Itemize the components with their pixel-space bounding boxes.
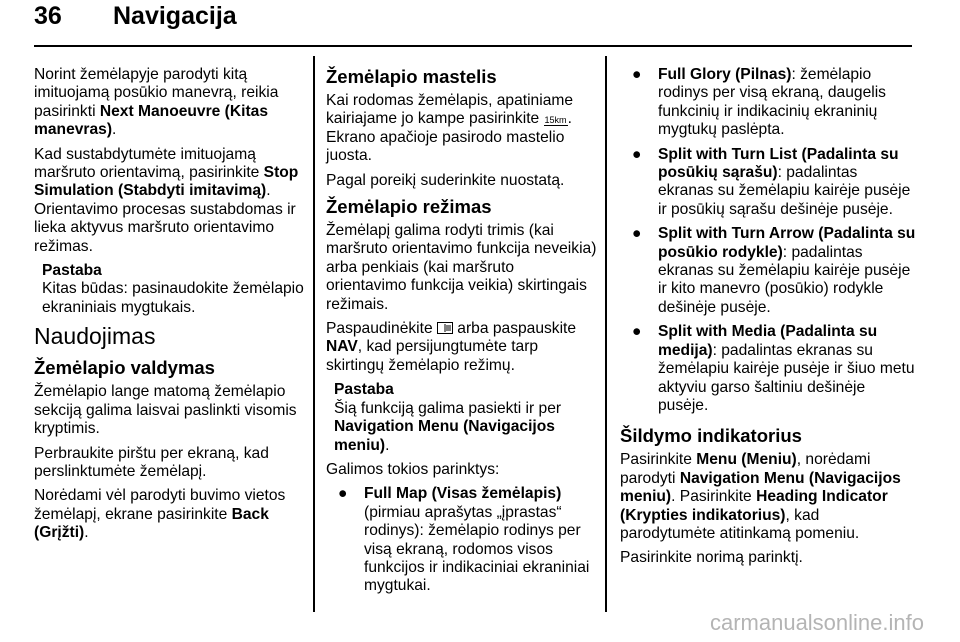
subheading: Žemėlapio režimas [326,196,492,218]
bullet-icon: ● [632,145,642,163]
paragraph [620,451,916,543]
paragraph: Perbraukite pirštu per ekraną, kad perslinktumėte žemėlapį. [34,444,269,480]
note [326,381,598,455]
column-divider-1 [313,56,315,612]
page-title: Navigacija [113,2,237,30]
paragraph: Pagal poreikį suderinkite nuostatą. [326,171,565,189]
list-item [620,146,916,220]
column-1 [34,66,306,549]
watermark: carmanualsonline.info [709,610,924,635]
paragraph: Žemėlapį galima rodyti trimis (kai maršruto orientavimo funkcija neveikia) arba penkiais (kai maršruto orientavimo funkcija veikia) skirtingais režimais. [326,222,597,313]
column-3 [620,66,916,574]
list-item [620,225,916,317]
paragraph: Žemėlapio lange matomą žemėlapio sekciją galima laisvai paslinkti visomis kryptimis. [34,383,297,438]
options-list [326,485,598,595]
column-divider-2 [605,56,607,612]
bullet-icon: ● [632,323,642,341]
section-heading: Naudojimas [34,323,156,350]
menu-option: Navigation Menu (Navigacijos meniu) [334,418,555,454]
options-list [620,66,916,415]
text: Paspaudinėkite [326,320,437,338]
paragraph: Galimos tokios parinktys: [326,460,500,478]
text: . [385,436,390,454]
text: . [84,524,89,542]
option-description: : padalintas ekranas su žemėlapiu kairėje pusėje ir šiuo metu aktyviu garso šaltiniu dešinėje pusėje. [658,341,915,414]
note-title: Pastaba [334,381,394,399]
bullet-icon: ● [632,225,642,243]
option-description: (pirmiau aprašytas „įprastas“ rodinys): žemėlapio rodinys per visą ekraną, rodomos visos funkcijos ir indikaciniai ekraniniai mygtukai. [364,503,590,595]
bullet-icon: ● [632,66,642,83]
paragraph [34,146,306,256]
text: . Pasirinkite [671,488,757,506]
list-item [326,485,598,595]
text: Kai rodomas žemėlapis, apatiniame kairiajame jo kampe pasirinkite [326,92,574,128]
note-title: Pastaba [42,262,102,280]
menu-option: Heading Indicator (Krypties indikatorius) [620,488,888,524]
note [34,262,306,317]
page-number: 36 [34,2,62,30]
header-rule [34,45,912,47]
option-description: : padalintas ekranas su žemėlapiu kairėje pusėje ir posūkių sąrašu dešinėje pusėje. [658,164,911,218]
option-name: Full Map (Visas žemėlapis) [364,485,562,503]
paragraph: Pasirinkite norimą parinktį. [620,549,803,567]
option-description: : padalintas ekranas su žemėlapiu kairėje pusėje ir kito manevro (posūkio) rodykle dešinėje pusėje. [658,243,911,316]
subheading: Žemėlapio valdymas [34,357,215,379]
subheading: Žemėlapio mastelis [326,66,497,87]
menu-option: Navigation Menu (Navigacijos meniu) [620,469,901,506]
button-name: NAV [326,338,358,356]
list-item [620,66,916,140]
paragraph [326,320,598,375]
note-text: Kitas būdas: pasinaudokite žemėlapio ekraniniais mygtukais. [42,280,304,316]
paragraph [34,487,306,542]
bullet-icon: ● [338,485,348,503]
menu-option: Back (Grįžti) [34,505,269,542]
text: Šią funkciją galima pasiekti ir per [334,399,562,417]
list-item [620,323,916,415]
menu-option: Menu (Meniu) [696,451,797,469]
text: . [112,121,117,139]
menu-option: Stop Simulation (Stabdyti imitavimą) [34,164,299,200]
text: Norėdami vėl parodyti buvimo vietos žemėlapį, ekrane pasirinkite [34,487,286,523]
column-2 [326,66,598,602]
text: , kad persijungtumėte tarp skirtingų žemėlapio režimų. [326,338,539,374]
text: . Orientavimo procesas sustabdomas ir lieka aktyvus maršruto orientavimo režimas. [34,182,296,255]
text: Kad sustabdytumėte imituojamą maršruto orientavimą, pasirinkite [34,145,264,182]
text: , kad parodytumėte atitinkamą pomeniu. [620,506,860,542]
text: , norėdami parodyti [620,451,871,487]
option-name: Split with Media (Padalinta su medija) [658,323,878,359]
map-scale-icon: 15km [544,115,567,126]
subheading: Šildymo indikatorius [620,425,802,447]
option-name: Full Glory (Pilnas) [658,66,792,83]
option-name: Split with Turn List (Padalinta su posūkių sąrašu) [658,145,899,182]
menu-option: Next Manoeuvre (Kitas manevras) [34,102,268,139]
option-description: : žemėlapio rodinys per visą ekraną, daugelis funkcinių ir indikacinių ekraninių mygtukų paslėpta. [658,66,886,139]
option-name: Split with Turn Arrow (Padalinta su posūkio rodykle) [658,225,916,261]
paragraph [34,66,306,140]
note-text [334,400,598,455]
text: . Ekrano apačioje pasirodo mastelio juosta. [326,110,572,165]
text: arba paspauskite [452,320,577,338]
paragraph [326,92,598,166]
text: Norint žemėlapyje parodyti kitą imituojamą posūkio manevrą, reikia pasirinkti [34,66,279,120]
map-mode-icon [437,322,453,334]
text: Pasirinkite [620,451,697,469]
